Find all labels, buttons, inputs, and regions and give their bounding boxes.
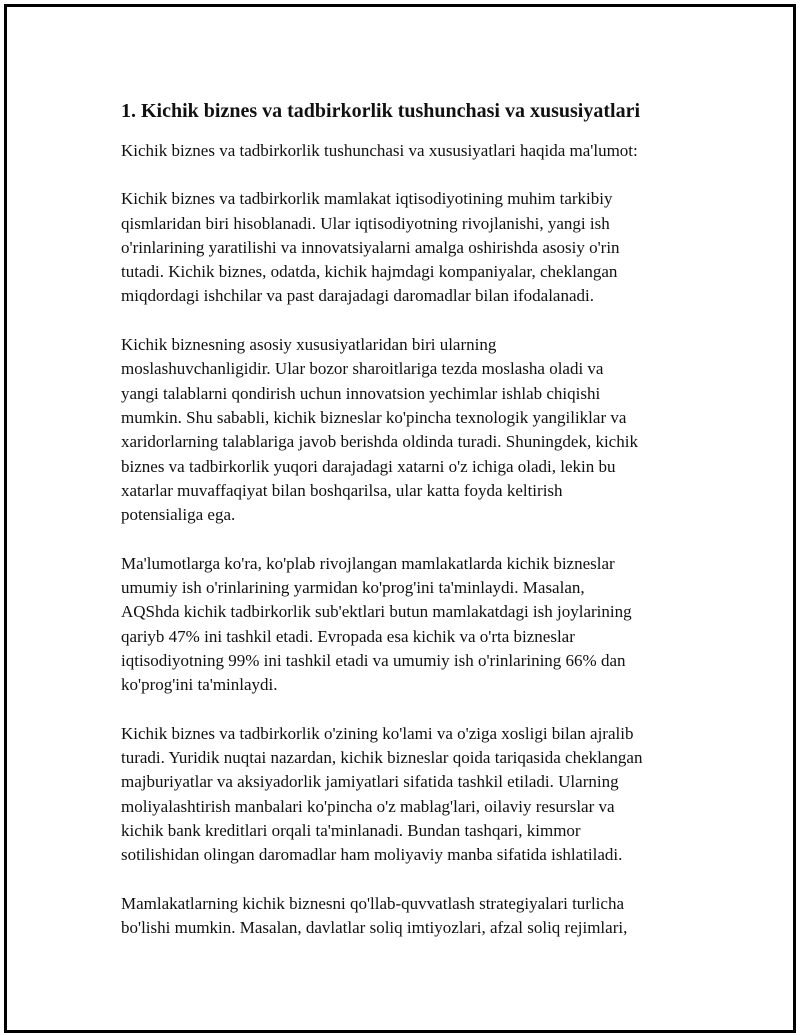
paragraph-line: umumiy ish o'rinlarining yarmidan ko'prog'ini ta'minlaydi. Masalan, xyxy=(121,578,585,598)
paragraph-line: bo'lishi mumkin. Masalan, davlatlar soliq imtiyozlari, afzal soliq rejimlari, xyxy=(121,918,628,938)
paragraph-line: mumkin. Shu sababli, kichik bizneslar ko'pincha texnologik yangiliklar va xyxy=(121,407,627,427)
paragraph-line: Kichik biznes va tadbirkorlik mamlakat iqtisodiyotining muhim tarkibiy xyxy=(121,189,613,209)
paragraph-line: Ma'lumotlarga ko'ra, ko'plab rivojlangan mamlakatlarda kichik bizneslar xyxy=(121,553,615,573)
paragraph-line: AQShda kichik tadbirkorlik sub'ektlari butun mamlakatdagi ish joylarining xyxy=(121,602,632,622)
document-title: 1. Kichik biznes va tadbirkorlik tushunchasi va xususiyatlari xyxy=(121,100,641,122)
paragraph-line: Mamlakatlarning kichik biznesni qo'llab-quvvatlash strategiyalari turlicha xyxy=(121,893,624,913)
paragraph-line: xatarlar muvaffaqiyat bilan boshqarilsa, ular katta foyda keltirish xyxy=(121,480,563,500)
paragraph-line: Kichik biznes va tadbirkorlik o'zining ko'lami va o'ziga xosligi bilan ajralib xyxy=(121,723,634,743)
paragraph-line: tutadi. Kichik biznes, odatda, kichik hajmdagi kompaniyalar, cheklangan xyxy=(121,262,618,282)
paragraph-line: iqtisodiyotning 99% ini tashkil etadi va umumiy ish o'rinlarining 66% dan xyxy=(121,650,626,670)
document-body xyxy=(121,97,701,965)
paragraph-line: biznes va tadbirkorlik yuqori darajadagi xatarni o'z ichiga oladi, lekin bu xyxy=(121,456,616,476)
paragraph-line: miqdordagi ishchilar va past darajadagi daromadlar bilan ifodalanadi. xyxy=(121,286,594,306)
paragraph-3 xyxy=(121,552,701,698)
paragraph-line: qismlaridan biri hisoblanadi. Ular iqtisodiyotning rivojlanishi, yangi ish xyxy=(121,213,610,233)
paragraph-line: majburiyatlar va aksiyadorlik jamiyatlari sifatida tashkil etiladi. Ularning xyxy=(121,772,619,792)
paragraph-line: o'rinlarining yaratilishi va innovatsiyalarni amalga oshirishda asosiy o'rin xyxy=(121,237,620,257)
page-frame xyxy=(4,4,796,1033)
paragraph-1 xyxy=(121,187,701,308)
paragraph-line: qariyb 47% ini tashkil etadi. Evropada esa kichik va o'rta bizneslar xyxy=(121,626,575,646)
paragraph-line: yangi talablarni qondirish uchun innovatsion yechimlar ishlab chiqishi xyxy=(121,383,601,403)
paragraph-line: Kichik biznesning asosiy xususiyatlaridan biri ularning xyxy=(121,335,497,355)
paragraph-line: ko'prog'ini ta'minlaydi. xyxy=(121,675,278,695)
paragraph-2 xyxy=(121,333,701,527)
paragraph-4 xyxy=(121,722,701,868)
paragraph-line: moliyalashtirish manbalari ko'pincha o'z mablag'lari, oilaviy resurslar va xyxy=(121,796,615,816)
intro-paragraph: Kichik biznes va tadbirkorlik tushunchasi va xususiyatlari haqida ma'lumot: xyxy=(121,141,638,160)
paragraph-line: xaridorlarning talablariga javob berishda oldinda turadi. Shuningdek, kichik xyxy=(121,432,638,452)
paragraph-line: sotilishidan olingan daromadlar ham moliyaviy manba sifatida ishlatiladi. xyxy=(121,845,623,865)
paragraph-line: kichik bank kreditlari orqali ta'minlanadi. Bundan tashqari, kimmor xyxy=(121,821,581,841)
paragraph-line: moslashuvchanligidir. Ular bozor sharoitlariga tezda moslasha oladi va xyxy=(121,359,604,379)
paragraph-5 xyxy=(121,892,701,941)
paragraph-line: turadi. Yuridik nuqtai nazardan, kichik bizneslar qoida tariqasida cheklangan xyxy=(121,748,643,768)
paragraph-line: potensialiga ega. xyxy=(121,505,236,525)
